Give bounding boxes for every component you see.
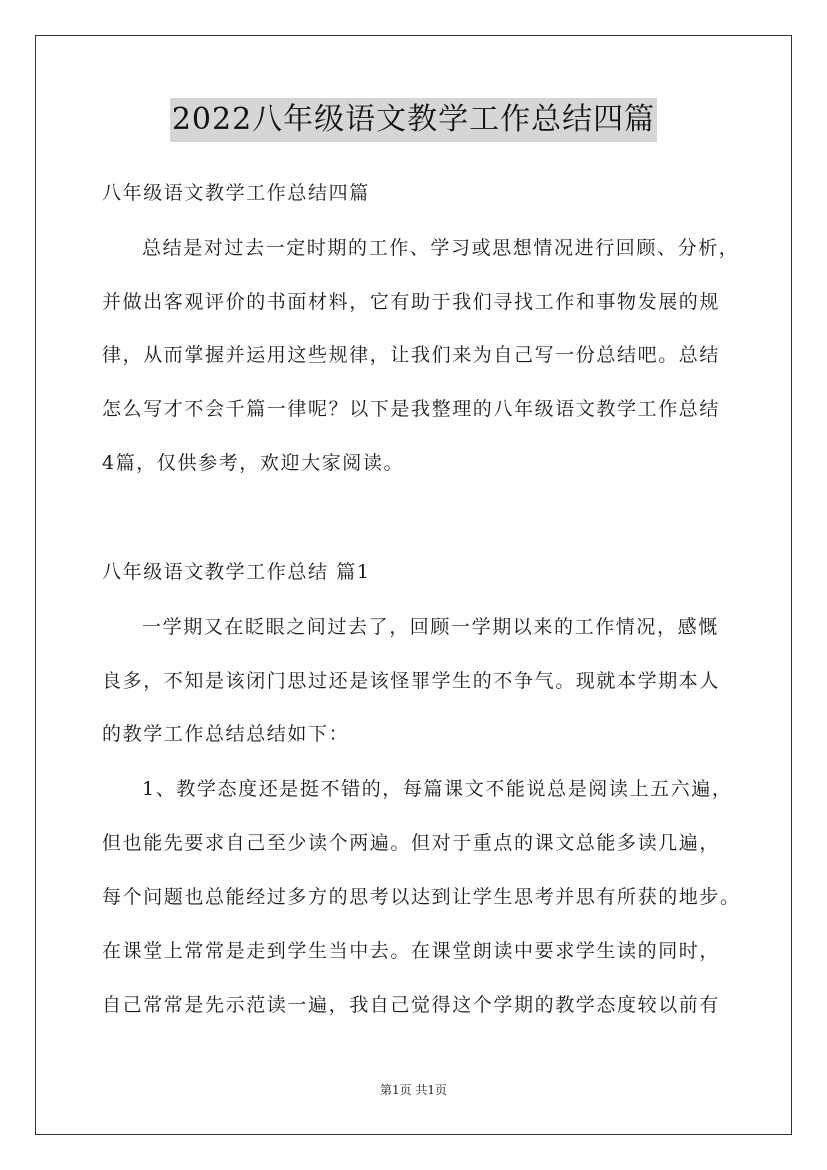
paragraph-line: 良多，不知是该闭门思过还是该怪罪学生的不争气。现就本学期本人 [102,670,721,692]
page-footer: 第1页 共1页 [379,1083,448,1097]
paragraph-line: 4篇，仅供参考，欢迎大家阅读。 [102,452,405,474]
paragraph-line: 但也能先要求自己至少读个两遍。但对于重点的课文总能多读几遍， [102,832,721,854]
paragraph-line: 自己常常是先示范读一遍，我自己觉得这个学期的教学态度较以前有 [102,994,721,1016]
paragraph-line: 并做出客观评价的书面材料，它有助于我们寻找工作和事物发展的规 [102,291,721,313]
paragraph-line: 一学期又在眨眼之间过去了，回顾一学期以来的工作情况，感慨 [142,616,719,638]
paragraph-line: 每个问题也总能经过多方的思考以达到让学生思考并思有所获的地步。 [102,886,741,908]
title-container [0,98,827,142]
document-title: 2022八年级语文教学工作总结四篇 [170,98,657,142]
paragraph-line: 怎么写才不会千篇一律呢？以下是我整理的八年级语文教学工作总结 [102,398,721,420]
paragraph-line: 律，从而掌握并运用这些规律，让我们来为自己写一份总结吧。总结 [102,344,721,366]
paragraph-line: 1、教学态度还是挺不错的，每篇课文不能说总是阅读上五六遍， [142,778,733,800]
section-heading: 八年级语文教学工作总结 篇1 [102,561,371,583]
paragraph-line: 的教学工作总结总结如下： [102,723,350,745]
paragraph-line: 总结是对过去一定时期的工作、学习或思想情况进行回顾、分析， [142,237,740,259]
section-heading: 八年级语文教学工作总结四篇 [102,182,370,204]
paragraph-line: 在课堂上常常是走到学生当中去。在课堂朗读中要求学生读的同时， [102,940,721,962]
